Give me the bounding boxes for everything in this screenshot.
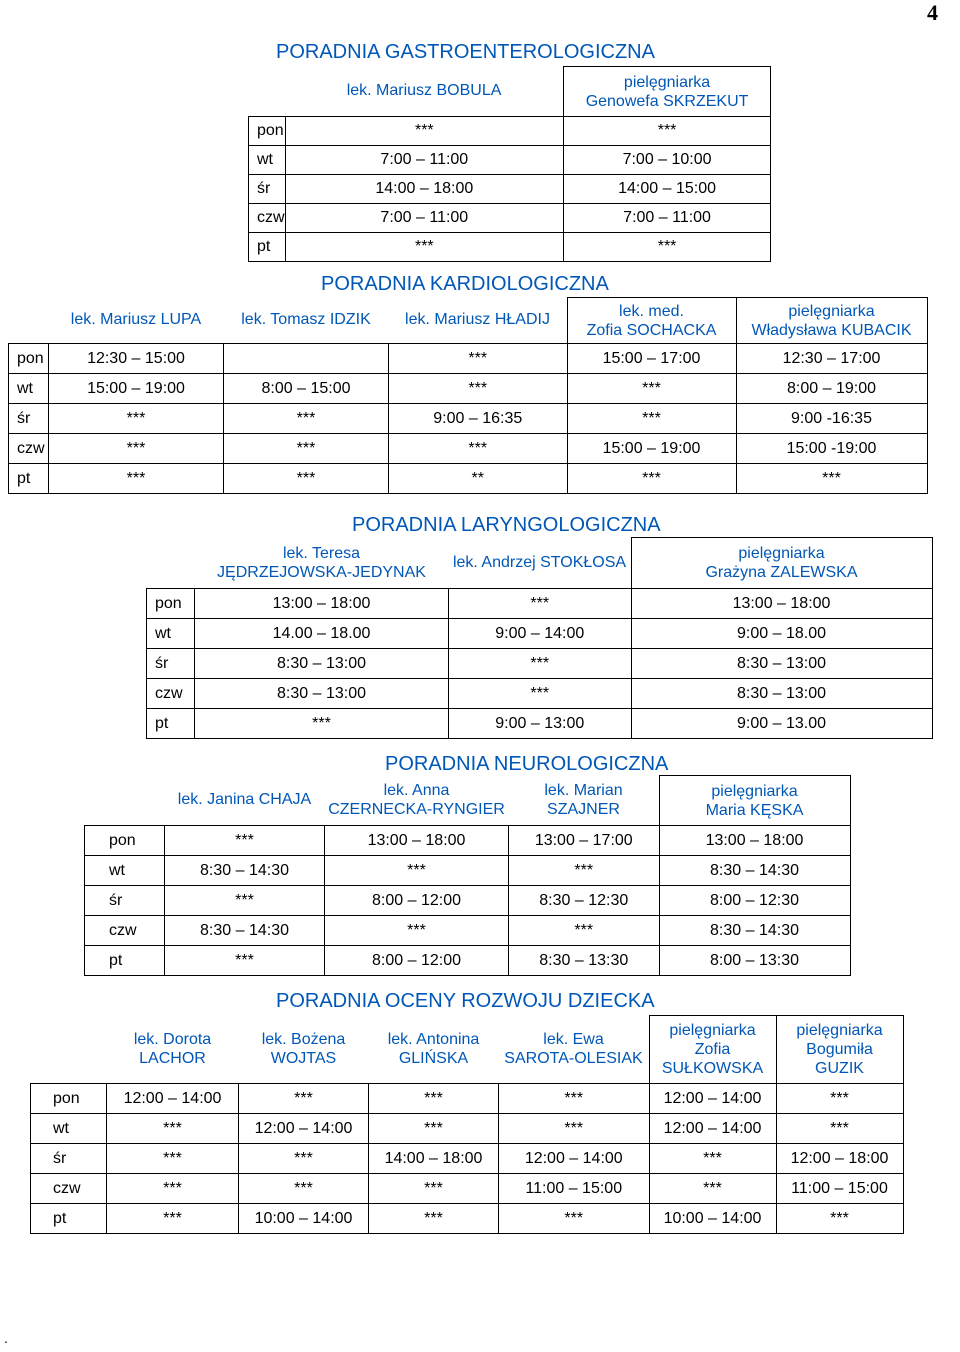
neuro-cell: 13:00 – 18:00 [659, 826, 850, 856]
gastro-cell: *** [564, 117, 771, 146]
laryngo-cell: *** [449, 589, 632, 619]
gastro-day: wt [249, 146, 286, 175]
kardio-cell: *** [567, 464, 736, 494]
gastro-cell: 7:00 – 10:00 [564, 146, 771, 175]
gastro-day: czw [249, 204, 286, 233]
kardio-cell: *** [49, 434, 224, 464]
neuro-cell: 13:00 – 18:00 [325, 826, 509, 856]
gastro-title: PORADNIA GASTROENTEROLOGICZNA [276, 41, 655, 63]
rozwoj-cell: *** [499, 1084, 650, 1114]
neuro-cell: 8:30 – 13:30 [509, 946, 660, 976]
laryngo-doc2: lek. Andrzej STOKŁOSA [452, 553, 627, 571]
neuro-day: wt [85, 856, 165, 886]
kardio-cell: 12:30 – 17:00 [736, 344, 927, 374]
rozwoj-cell: *** [107, 1114, 239, 1144]
laryngo-cell: *** [195, 709, 449, 739]
laryngo-cell: 9:00 – 14:00 [449, 619, 632, 649]
laryngo-cell: *** [449, 679, 632, 709]
kardio-cell: *** [736, 464, 927, 494]
rozwoj-cell: *** [649, 1144, 776, 1174]
laryngo-cell: 13:00 – 18:00 [631, 589, 932, 619]
rozwoj-cell: 10:00 – 14:00 [649, 1204, 776, 1234]
kardio-day: pon [9, 344, 49, 374]
neuro-doc3: lek. Marian SZAJNER [544, 782, 623, 819]
rozwoj-day: śr [31, 1144, 107, 1174]
rozwoj-cell: *** [239, 1144, 369, 1174]
rozwoj-doc2: lek. Bożena WOJTAS [261, 1031, 346, 1068]
neuro-cell: *** [165, 886, 325, 916]
laryngo-day: pt [147, 709, 195, 739]
neuro-corner [85, 776, 165, 826]
rozwoj-cell: *** [776, 1084, 903, 1114]
laryngo-cell: 9:00 – 18.00 [631, 619, 932, 649]
rozwoj-cell: *** [499, 1114, 650, 1144]
laryngo-day: pon [147, 589, 195, 619]
laryngo-cell: 9:00 – 13:00 [449, 709, 632, 739]
gastro-day: śr [249, 175, 286, 204]
rozwoj-cell: 11:00 – 15:00 [776, 1174, 903, 1204]
kardio-cell: *** [389, 434, 568, 464]
kardio-cell: 9:00 – 16:35 [389, 404, 568, 434]
rozwoj-cell: *** [649, 1174, 776, 1204]
kardio-cell: 12:30 – 15:00 [49, 344, 224, 374]
rozwoj-cell: *** [776, 1114, 903, 1144]
kardio-cell: 9:00 -16:35 [736, 404, 927, 434]
kardio-cell: 8:00 – 15:00 [224, 374, 389, 404]
neuro-day: czw [85, 916, 165, 946]
laryngo-cell: 9:00 – 13.00 [631, 709, 932, 739]
kardio-cell: *** [49, 464, 224, 494]
rozwoj-cell: 12:00 – 14:00 [649, 1114, 776, 1144]
gastro-day: pt [249, 233, 286, 262]
gastro-day: pon [249, 117, 286, 146]
rozwoj-doc6: pielęgniarka Bogumiła GUZIK [776, 1016, 903, 1084]
gastro-corner [249, 67, 286, 117]
gastro-cell: 14:00 – 15:00 [564, 175, 771, 204]
rozwoj-cell: 11:00 – 15:00 [499, 1174, 650, 1204]
laryngo-cell: 8:30 – 13:00 [631, 679, 932, 709]
rozwoj-cell: 12:00 – 14:00 [649, 1084, 776, 1114]
rozwoj-cell: *** [239, 1174, 369, 1204]
gastro-cell: 7:00 – 11:00 [564, 204, 771, 233]
rozwoj-day: pt [31, 1204, 107, 1234]
kardio-cell: 15:00 – 19:00 [567, 434, 736, 464]
laryngo-cell: 8:30 – 13:00 [195, 649, 449, 679]
kardio-table [8, 297, 928, 494]
gastro-cell: 7:00 – 11:00 [285, 146, 564, 175]
laryngo-day: wt [147, 619, 195, 649]
rozwoj-doc1: lek. Dorota LACHOR [133, 1031, 212, 1068]
rozwoj-day: wt [31, 1114, 107, 1144]
laryngo-corner [147, 538, 195, 589]
neuro-doc1: lek. Janina CHAJA [177, 791, 312, 809]
kardio-cell: ** [389, 464, 568, 494]
neuro-cell: 8:30 – 14:30 [659, 856, 850, 886]
kardio-cell: *** [224, 404, 389, 434]
laryngo-day: czw [147, 679, 195, 709]
neuro-cell: *** [325, 856, 509, 886]
rozwoj-cell: *** [369, 1174, 499, 1204]
gastro-doc2: pielęgniarka Genowefa SKRZEKUT [564, 67, 771, 117]
neuro-table [84, 775, 851, 976]
kardio-cell [224, 344, 389, 374]
rozwoj-cell: *** [369, 1204, 499, 1234]
neuro-cell: 8:00 – 13:30 [659, 946, 850, 976]
rozwoj-cell: 12:00 – 18:00 [776, 1144, 903, 1174]
kardio-day: wt [9, 374, 49, 404]
neuro-cell: 8:30 – 14:30 [165, 856, 325, 886]
neuro-doc4: pielęgniarka Maria KĘSKA [659, 776, 850, 826]
gastro-cell: *** [285, 117, 564, 146]
rozwoj-doc4: lek. Ewa SAROTA-OLESIAK [504, 1031, 643, 1068]
kardio-cell: *** [567, 404, 736, 434]
rozwoj-cell: *** [499, 1204, 650, 1234]
laryngo-cell: *** [449, 649, 632, 679]
neuro-cell: *** [509, 856, 660, 886]
kardio-cell: 15:00 -19:00 [736, 434, 927, 464]
laryngo-cell: 13:00 – 18:00 [195, 589, 449, 619]
rozwoj-cell: *** [107, 1174, 239, 1204]
rozwoj-table [30, 1015, 904, 1234]
rozwoj-cell: *** [776, 1204, 903, 1234]
kardio-doc2: lek. Tomasz IDZIK [241, 311, 371, 329]
kardio-day: pt [9, 464, 49, 494]
gastro-cell: *** [564, 233, 771, 262]
laryngo-title: PORADNIA LARYNGOLOGICZNA [352, 514, 661, 536]
rozwoj-doc3: lek. Antonina GLIŃSKA [387, 1031, 480, 1068]
kardio-cell: *** [567, 374, 736, 404]
kardio-doc3: lek. Mariusz HŁADIJ [405, 311, 550, 329]
rozwoj-doc5: pielęgniarka Zofia SUŁKOWSKA [649, 1016, 776, 1084]
laryngo-day: śr [147, 649, 195, 679]
gastro-cell: *** [285, 233, 564, 262]
laryngo-cell: 8:30 – 13:00 [631, 649, 932, 679]
rozwoj-cell: *** [107, 1144, 239, 1174]
neuro-cell: *** [509, 916, 660, 946]
rozwoj-cell: 12:00 – 14:00 [239, 1114, 369, 1144]
rozwoj-cell: 10:00 – 14:00 [239, 1204, 369, 1234]
kardio-cell: *** [49, 404, 224, 434]
neuro-cell: 13:00 – 17:00 [509, 826, 660, 856]
neuro-cell: 8:30 – 14:30 [659, 916, 850, 946]
gastro-doc1: lek. Mariusz BOBULA [346, 82, 502, 100]
kardio-day: czw [9, 434, 49, 464]
kardio-doc5: pielęgniarka Władysława KUBACIK [736, 298, 927, 344]
laryngo-cell: 14.00 – 18.00 [195, 619, 449, 649]
kardio-cell: *** [389, 374, 568, 404]
neuro-cell: 8:00 – 12:30 [659, 886, 850, 916]
bottom-mark: . [4, 1330, 8, 1346]
gastro-table [248, 66, 771, 262]
rozwoj-cell: 14:00 – 18:00 [369, 1144, 499, 1174]
neuro-cell: 8:00 – 12:00 [325, 946, 509, 976]
rozwoj-cell: *** [369, 1114, 499, 1144]
neuro-cell: *** [165, 826, 325, 856]
neuro-cell: 8:30 – 14:30 [165, 916, 325, 946]
kardio-cell: 15:00 – 19:00 [49, 374, 224, 404]
rozwoj-day: pon [31, 1084, 107, 1114]
kardio-cell: *** [224, 464, 389, 494]
rozwoj-cell: *** [107, 1204, 239, 1234]
laryngo-cell: 8:30 – 13:00 [195, 679, 449, 709]
kardio-doc4: lek. med. Zofia SOCHACKA [567, 298, 736, 344]
neuro-cell: *** [165, 946, 325, 976]
rozwoj-cell: 12:00 – 14:00 [107, 1084, 239, 1114]
kardio-cell: *** [224, 434, 389, 464]
kardio-cell: *** [389, 344, 568, 374]
kardio-cell: 8:00 – 19:00 [736, 374, 927, 404]
laryngo-doc3: pielęgniarka Grażyna ZALEWSKA [631, 538, 932, 589]
neuro-day: pt [85, 946, 165, 976]
rozwoj-title: PORADNIA OCENY ROZWOJU DZIECKA [276, 990, 655, 1012]
rozwoj-cell: *** [239, 1084, 369, 1114]
rozwoj-day: czw [31, 1174, 107, 1204]
neuro-title: PORADNIA NEUROLOGICZNA [385, 753, 669, 775]
neuro-cell: 8:00 – 12:00 [325, 886, 509, 916]
neuro-cell: 8:30 – 12:30 [509, 886, 660, 916]
kardio-cell: 15:00 – 17:00 [567, 344, 736, 374]
rozwoj-corner [31, 1016, 107, 1084]
kardio-corner [9, 298, 49, 344]
page-number: 4 [927, 0, 938, 25]
neuro-cell: *** [325, 916, 509, 946]
laryngo-table [146, 537, 933, 739]
rozwoj-cell: 12:00 – 14:00 [499, 1144, 650, 1174]
neuro-doc2: lek. Anna CZERNECKA-RYNGIER [328, 782, 505, 819]
kardio-doc1: lek. Mariusz LUPA [70, 311, 202, 329]
kardio-title: PORADNIA KARDIOLOGICZNA [321, 273, 609, 295]
neuro-day: śr [85, 886, 165, 916]
gastro-cell: 7:00 – 11:00 [285, 204, 564, 233]
kardio-day: śr [9, 404, 49, 434]
gastro-cell: 14:00 – 18:00 [285, 175, 564, 204]
neuro-day: pon [85, 826, 165, 856]
rozwoj-cell: *** [369, 1084, 499, 1114]
laryngo-doc1: lek. Teresa JĘDRZEJOWSKA-JEDYNAK [217, 544, 426, 581]
